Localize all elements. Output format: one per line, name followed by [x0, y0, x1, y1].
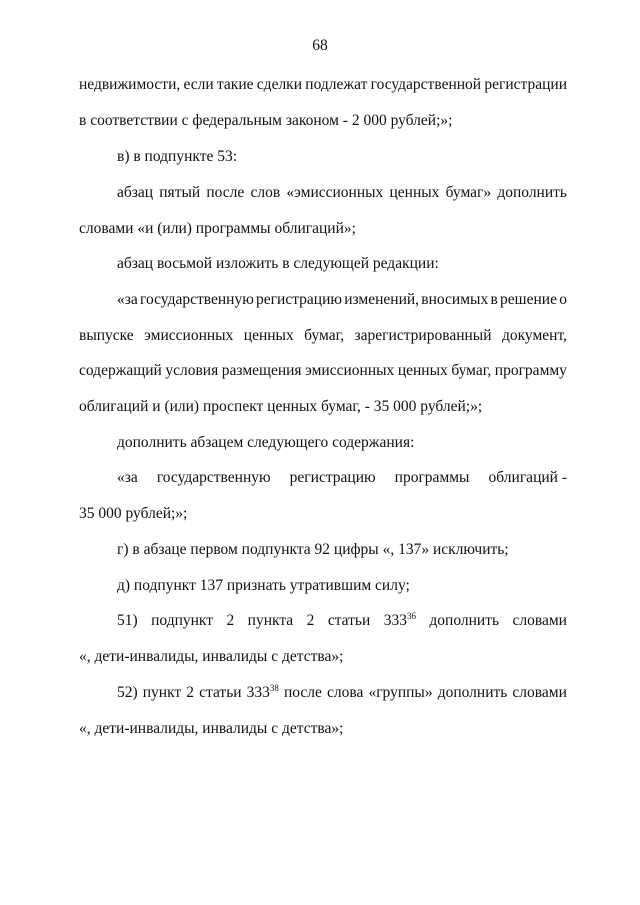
text-line-18: 52) пункт 2 статьи $333^{38}$ после слова «группы» дополнить словами — [117, 683, 567, 701]
text-line-16: 51) подпункт 2 пункта 2 статьи $333^{36}$ дополнить словами — [117, 611, 567, 629]
text-line-8: выпуске эмиссионных ценных бумаг, зарегистрированный документ, — [79, 327, 567, 344]
text-line-5: словами «и (или) программы облигаций»; — [79, 220, 356, 237]
text-line-7: «за государственную регистрацию изменений, вносимых в решение о — [117, 291, 567, 308]
text-line-12: «за государственную регистрацию программы облигаций - — [117, 469, 567, 486]
text-line-4: абзац пятый после слов «эмиссионных ценных бумаг» дополнить — [117, 184, 567, 201]
text-line-2: в соответствии с федеральным законом - 2 000 рублей;»; — [79, 112, 453, 129]
text-line-9: содержащий условия размещения эмиссионных ценных бумаг, программу — [79, 362, 567, 379]
text-line-3: в) в подпункте 53: — [117, 148, 238, 165]
article-number: $333^{36}$ — [383, 611, 416, 629]
text-line-14: г) в абзаце первом подпункта 92 цифры «, 137» исключить; — [117, 541, 509, 558]
text-line-13: 35 000 рублей;»; — [79, 505, 188, 522]
text-line-10: облигаций и (или) проспект ценных бумаг, - 35 000 рублей;»; — [79, 398, 483, 415]
text-line-6: абзац восьмой изложить в следующей редакции: — [117, 255, 439, 272]
page-number: 68 — [312, 37, 328, 54]
article-number: $333^{38}$ — [246, 683, 279, 701]
text-line-17: «, дети-инвалиды, инвалиды с детства»; — [79, 648, 344, 665]
text-line-15: д) подпункт 137 признать утратившим силу; — [117, 577, 410, 594]
text-line-1: недвижимости, если такие сделки подлежат государственной регистрации — [79, 76, 567, 93]
text-line-11: дополнить абзацем следующего содержания: — [117, 434, 415, 451]
text-line-19: «, дети-инвалиды, инвалиды с детства»; — [79, 720, 344, 737]
